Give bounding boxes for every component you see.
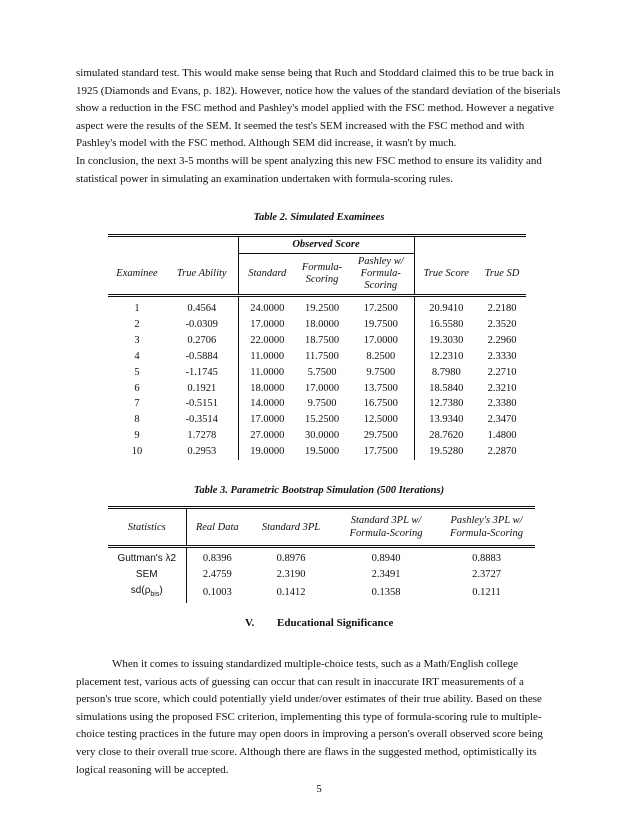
- header-spacer: [108, 236, 238, 254]
- cell-true-score: 20.9410: [429, 303, 464, 314]
- header-examinee: Examinee: [108, 254, 166, 296]
- cell-standard-3pl: 0.1412: [276, 587, 306, 598]
- cell-standard-3pl-formula-scoring: 0.1358: [371, 587, 401, 598]
- cell-true-sd: 2.2870: [487, 446, 517, 458]
- cell-examinee: 1: [134, 303, 140, 314]
- paragraph-significance-body: When it comes to issuing standardized multiple-choice tests, such as a Math/English college placement test, various acts of guessing can occur that can result in inaccurate IRT measurements of a person's true score, which could potentially yield under/over estimates of their true ability. Based on these simulations using the proposed FSC criterion, implementing this type of formula-scoring rule to multiple-choice testing practices in the future may open doors in improving a person's overall observed score being very close to their overall true score. Although there are flaws in the suggested method, optimistically its logical reasoning will be accepted.: [76, 658, 543, 776]
- cell-standard-3pl: 0.8976: [276, 553, 306, 564]
- section-number: V.: [245, 617, 255, 629]
- cell-true-sd: 2.3470: [487, 414, 517, 426]
- cell-pashley-formula-scoring: 19.7500: [348, 317, 414, 333]
- cell-true-score: 13.9340: [429, 414, 464, 426]
- cell-standard: 17.0000: [238, 412, 296, 428]
- cell-true-sd: 2.3520: [487, 318, 517, 330]
- cell-standard-3pl: 2.3190: [276, 569, 306, 580]
- cell-true-score: 18.5840: [429, 382, 464, 394]
- table-row: [108, 365, 526, 381]
- stat-symbol: sd(ρ: [130, 585, 151, 596]
- cell-pashley-formula-scoring: 17.0000: [348, 333, 414, 349]
- cell-formula-scoring: 18.0000: [304, 318, 340, 330]
- cell-standard-3pl-formula-scoring: 2.3491: [371, 569, 401, 580]
- paragraph-conclusion: In conclusion, the next 3-5 months will be spent analyzing this new FSC method to ensure its validity and statistical power in simulating an examination undertaken with formula-scoring rules.: [76, 154, 542, 185]
- cell-real-data: 0.8396: [202, 553, 232, 564]
- cell-examinee: 6: [134, 382, 140, 394]
- cell-true-score: 16.5580: [429, 318, 464, 330]
- cell-true-score: 19.5280: [429, 446, 464, 458]
- header-spacer: [414, 236, 526, 254]
- cell-true-sd: 2.2180: [487, 303, 517, 314]
- cell-true-score: 12.7380: [429, 398, 464, 410]
- cell-true-ability: -0.3514: [185, 414, 218, 426]
- cell-pashley-formula-scoring: 9.7500: [348, 365, 414, 381]
- cell-statistic-name: [108, 583, 186, 603]
- cell-examinee: 8: [134, 414, 140, 426]
- header-standard: Standard: [238, 254, 296, 296]
- table3-caption: Table 3. Parametric Bootstrap Simulation (500 Iterations): [193, 485, 445, 496]
- cell-true-sd: 2.2710: [487, 366, 517, 378]
- cell-standard: 19.0000: [238, 444, 296, 460]
- cell-formula-scoring: 5.7500: [307, 366, 337, 378]
- cell-true-ability: -1.1745: [185, 366, 218, 378]
- table-row: [108, 428, 526, 444]
- header-pashley-formula-scoring: Pashley w/ Formula-Scoring: [348, 254, 414, 296]
- cell-formula-scoring: 19.2500: [304, 303, 340, 314]
- header-real-data: Real Data: [186, 508, 248, 547]
- table2-body: [108, 296, 526, 461]
- cell-standard: 17.0000: [238, 317, 296, 333]
- cell-pashley-formula-scoring: 17.7500: [348, 444, 414, 460]
- table-bootstrap-simulation: [108, 506, 535, 603]
- cell-true-score: 12.2310: [429, 350, 464, 362]
- cell-formula-scoring: 17.0000: [304, 382, 340, 394]
- table-row: [108, 333, 526, 349]
- table-row: [108, 317, 526, 333]
- cell-standard: 27.0000: [238, 428, 296, 444]
- header-observed-score: Observed Score: [238, 236, 414, 254]
- header-true-score: True Score: [414, 254, 478, 296]
- cell-examinee: 10: [131, 446, 143, 458]
- cell-true-ability: -0.5151: [185, 398, 218, 410]
- cell-pashley-formula-scoring: 8.2500: [348, 349, 414, 365]
- cell-true-ability: 0.4564: [187, 303, 217, 314]
- cell-pashley-formula-scoring: 29.7500: [348, 428, 414, 444]
- header-true-sd: True SD: [478, 254, 526, 296]
- header-pashley-3pl-formula-scoring: Pashley's 3PL w/ Formula-Scoring: [438, 508, 535, 547]
- paragraph-results-discussion: [76, 65, 562, 188]
- cell-true-sd: 2.3210: [487, 382, 517, 394]
- table-row: [108, 396, 526, 412]
- cell-true-ability: 1.7278: [187, 430, 217, 442]
- cell-examinee: 5: [134, 366, 140, 378]
- cell-standard: 18.0000: [238, 381, 296, 397]
- cell-examinee: 2: [134, 318, 140, 330]
- page-number: 5: [316, 783, 322, 795]
- cell-true-ability: -0.5884: [185, 350, 218, 362]
- cell-standard: 14.0000: [238, 396, 296, 412]
- cell-pashley-formula-scoring: 13.7500: [348, 381, 414, 397]
- header-standard-3pl: Standard 3PL: [248, 508, 334, 547]
- table-row: [108, 547, 535, 568]
- paragraph-sem-discussion: simulated standard test. This would make sense being that Ruch and Stoddard claimed this to be true back in 1925 (Diamonds and Evans, p. 182). However, notice how the values of the standard deviation of the biserials show a reduction in the FSC method and Pashley's model applied with the FSC method. However a negative aspect were the results of the SEM. It seemed the test's SEM increased with the FSC method and with Pashley's model with the FSC method. Although SEM did increase, it wasn't by much.: [76, 67, 561, 150]
- cell-real-data: 0.1003: [202, 587, 232, 598]
- cell-examinee: 4: [134, 350, 140, 362]
- table-row: [108, 296, 526, 317]
- cell-true-score: 19.3030: [429, 334, 464, 346]
- cell-true-ability: 0.1921: [187, 382, 217, 394]
- cell-true-score: 28.7620: [429, 430, 464, 442]
- cell-formula-scoring: 11.7500: [305, 350, 339, 362]
- cell-true-ability: 0.2953: [187, 446, 217, 458]
- table-row: [108, 444, 526, 460]
- table-row: [108, 567, 535, 583]
- cell-pashley-3pl-formula-scoring: 0.1211: [472, 587, 501, 598]
- stat-close-paren: ): [159, 585, 163, 596]
- cell-true-sd: 2.3380: [487, 398, 517, 410]
- cell-standard: 11.0000: [238, 365, 296, 381]
- cell-standard-3pl-formula-scoring: 0.8940: [371, 553, 401, 564]
- cell-examinee: 9: [134, 430, 140, 442]
- header-standard-3pl-formula-scoring: Standard 3PL w/ Formula-Scoring: [334, 508, 438, 547]
- paragraph-educational-significance: [76, 656, 562, 779]
- cell-formula-scoring: 19.5000: [304, 446, 340, 458]
- stat-subscript: bis: [150, 591, 160, 598]
- cell-real-data: 2.4759: [202, 569, 232, 580]
- cell-examinee: 3: [134, 334, 140, 346]
- cell-true-sd: 1.4800: [487, 430, 517, 442]
- header-statistics: Statistics: [108, 508, 186, 547]
- table-row: [108, 412, 526, 428]
- header-formula-scoring: Formula-Scoring: [296, 254, 348, 296]
- cell-pashley-3pl-formula-scoring: 2.3727: [472, 569, 501, 580]
- table-simulated-examinees: [108, 234, 526, 460]
- cell-true-score: 8.7980: [431, 366, 461, 378]
- cell-true-sd: 2.3330: [487, 350, 517, 362]
- cell-formula-scoring: 9.7500: [307, 398, 337, 410]
- section-title: Educational Significance: [277, 617, 394, 629]
- table-row: [108, 349, 526, 365]
- cell-pashley-formula-scoring: 16.7500: [348, 396, 414, 412]
- cell-pashley-formula-scoring: 12.5000: [348, 412, 414, 428]
- table2-caption: Table 2. Simulated Examinees: [253, 212, 385, 223]
- cell-true-ability: 0.2706: [187, 334, 217, 346]
- cell-pashley-formula-scoring: 17.2500: [348, 296, 414, 317]
- cell-pashley-3pl-formula-scoring: 0.8883: [472, 553, 501, 564]
- header-true-ability: True Ability: [166, 254, 238, 296]
- table-row: [108, 381, 526, 397]
- cell-formula-scoring: 18.7500: [304, 334, 340, 346]
- table-row: [108, 583, 535, 603]
- cell-formula-scoring: 30.0000: [304, 430, 340, 442]
- cell-examinee: 7: [134, 398, 140, 410]
- cell-standard: 11.0000: [238, 349, 296, 365]
- table3-body: [108, 547, 535, 604]
- cell-statistic-name: Guttman's λ2: [108, 547, 186, 568]
- cell-formula-scoring: 15.2500: [304, 414, 340, 426]
- cell-standard: 24.0000: [238, 296, 296, 317]
- cell-true-sd: 2.2960: [487, 334, 517, 346]
- cell-true-ability: -0.0309: [185, 318, 218, 330]
- cell-statistic-name: SEM: [108, 567, 186, 583]
- cell-standard: 22.0000: [238, 333, 296, 349]
